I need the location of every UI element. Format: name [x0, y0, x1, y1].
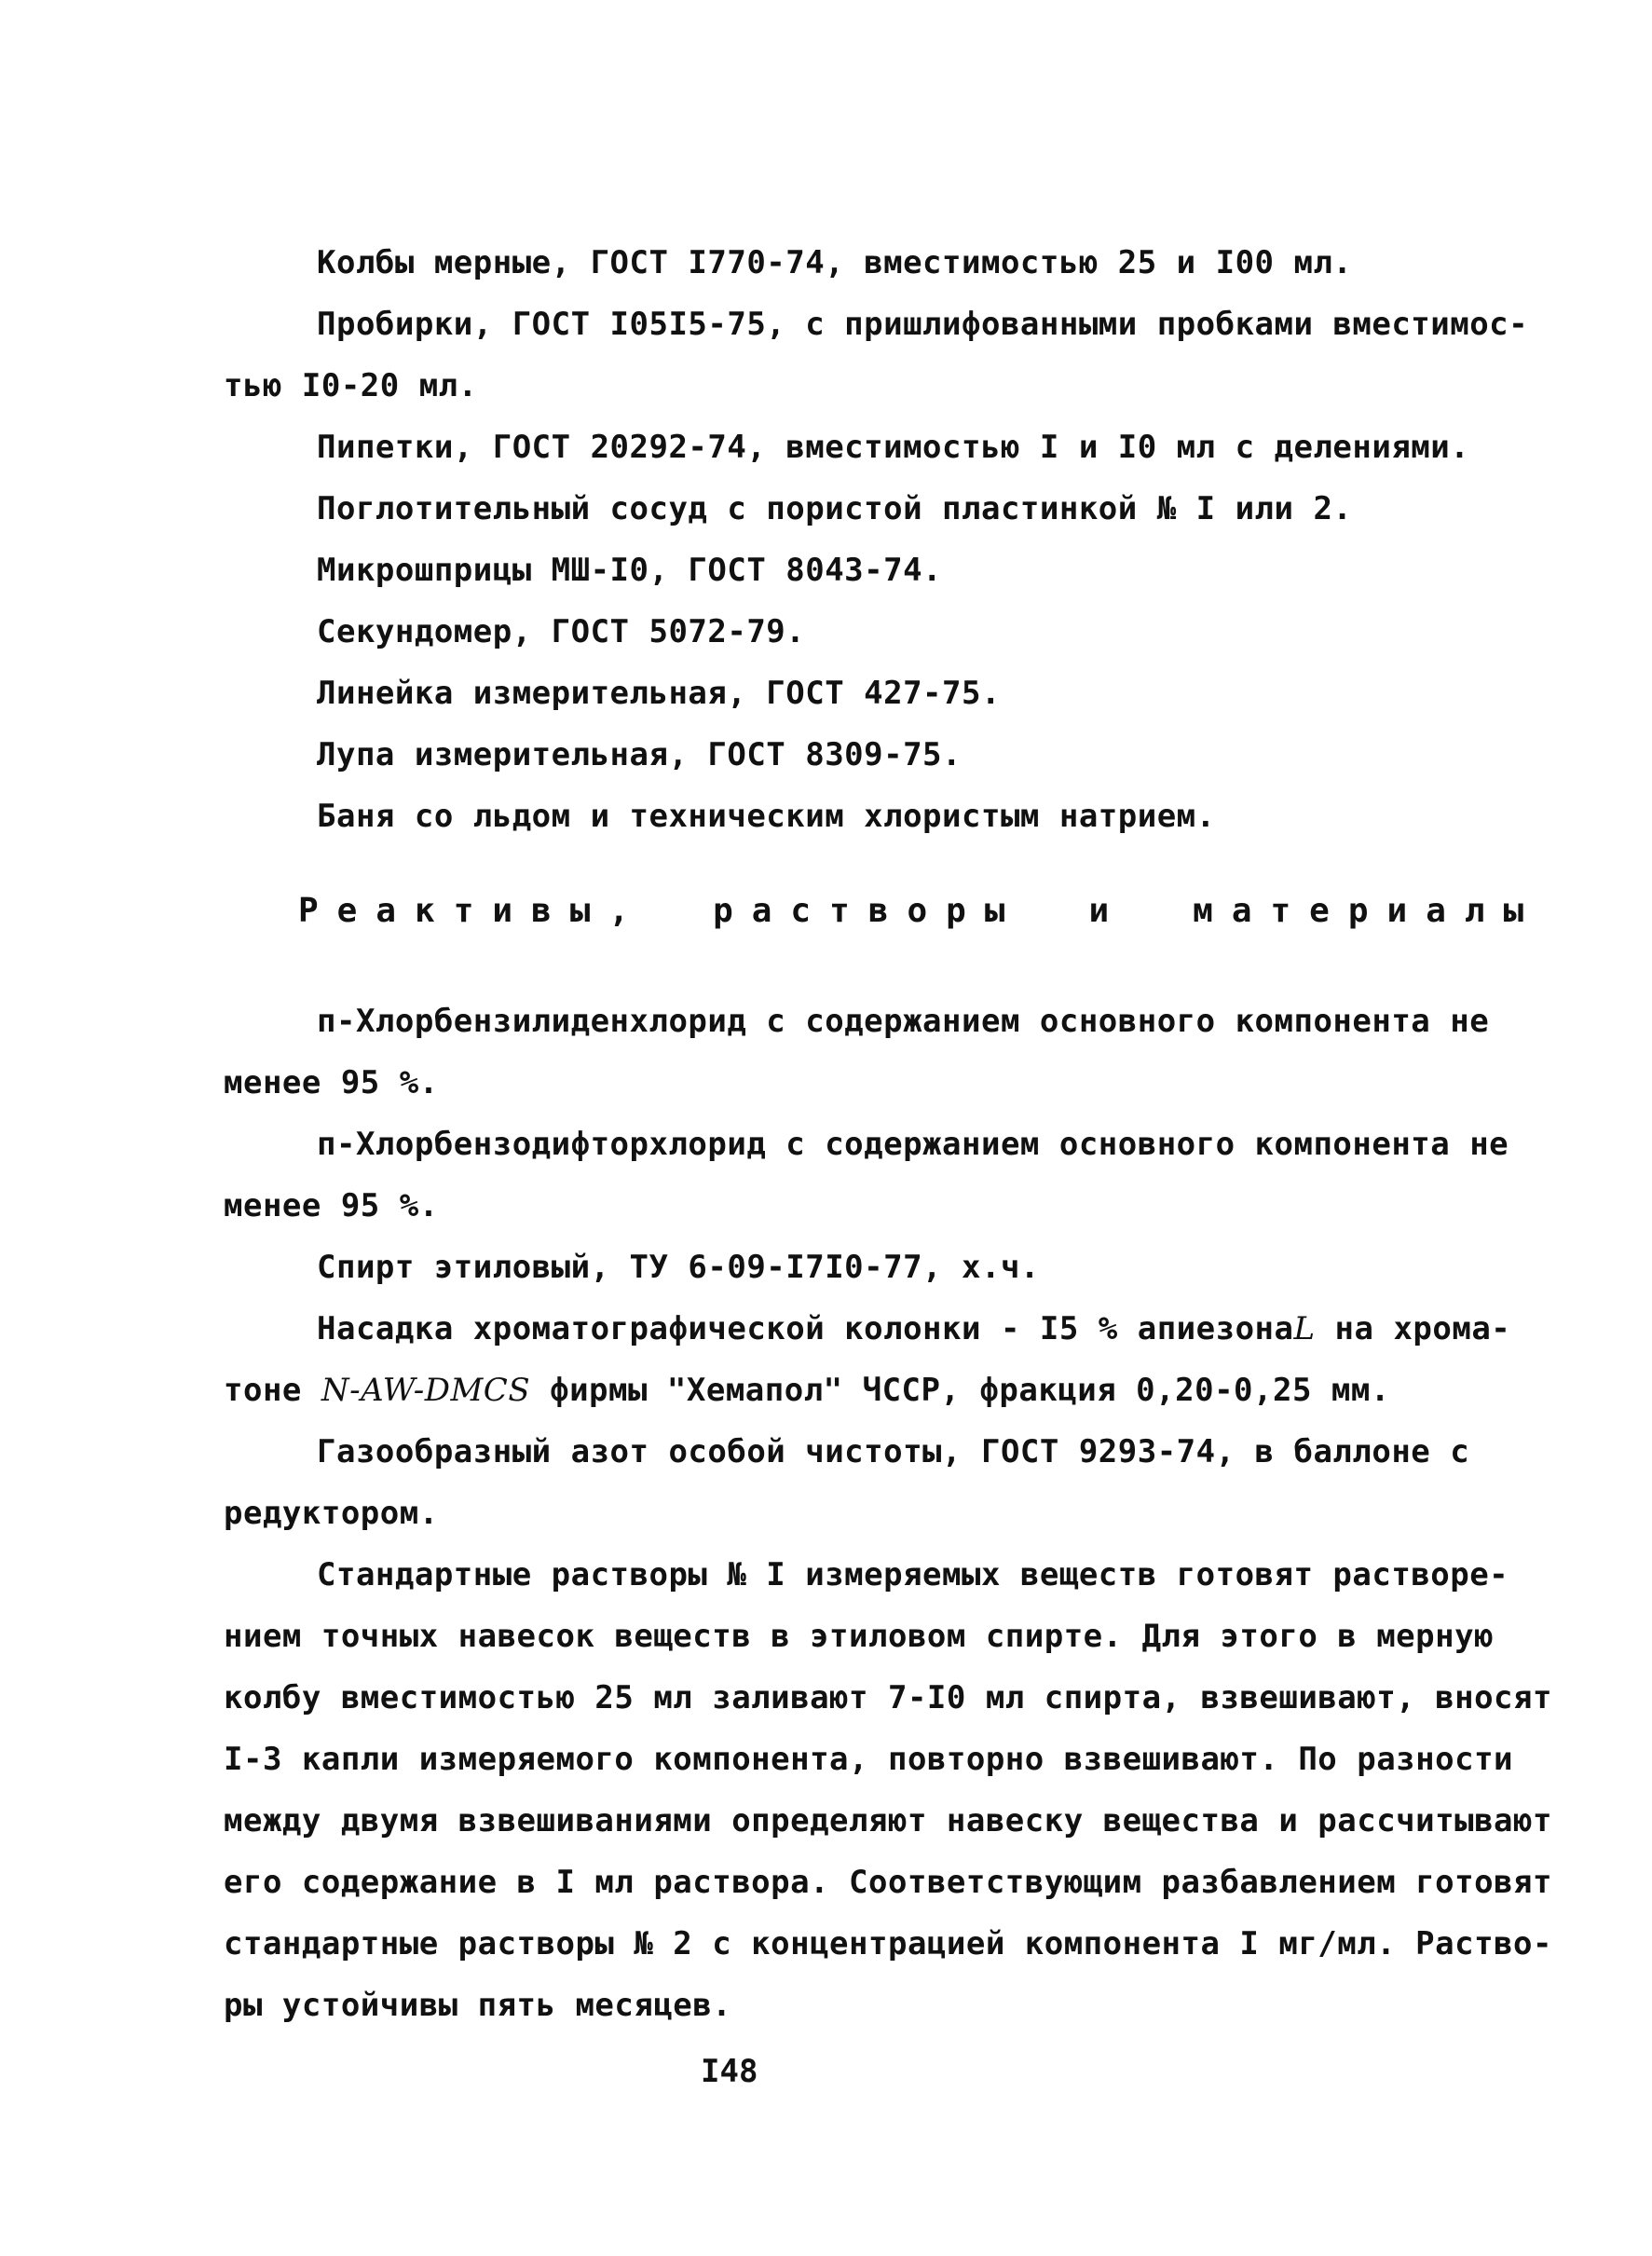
- equipment-line-stopwatch: Секундомер, ГОСТ 5072-79.: [317, 613, 806, 650]
- standards-line-5: между двумя взвешиваниями определяют навеску вещества и рассчитывают: [224, 1802, 1552, 1839]
- reagent-line-column-packing-cont: [224, 1372, 1390, 1409]
- equipment-line-absorber: Поглотительный сосуд с пористой пластинкой № I или 2.: [317, 490, 1353, 527]
- standards-line-6: его содержание в I мл раствора. Соответствующим разбавлением готовят: [224, 1864, 1552, 1901]
- reagent-line-chlorobenzodifluoro: п-Хлорбензодифторхлорид с содержанием основного компонента не: [317, 1126, 1509, 1163]
- reagent-line-nitrogen-cont: редуктором.: [224, 1495, 439, 1532]
- reagent-line-column-packing: [317, 1310, 1510, 1347]
- column-packing-text: Насадка хроматографической колонки - I5 % апиезона: [317, 1310, 1294, 1347]
- reagent-line-chlorobenzylidene: п-Хлорбензилиденхлорид с содержанием основного компонента не: [317, 1003, 1490, 1040]
- standards-line-4: I-3 капли измеряемого компонента, повторно взвешивают. По разности: [224, 1741, 1514, 1778]
- equipment-line-flasks: Колбы мерные, ГОСТ I770-74, вместимостью 25 и I00 мл.: [317, 244, 1353, 281]
- equipment-line-ruler: Линейка измерительная, ГОСТ 427-75.: [317, 675, 1001, 712]
- standards-line-7: стандартные растворы № 2 с концентрацией компонента I мг/мл. Раство-: [224, 1925, 1552, 1962]
- equipment-line-microsyringes: Микрошприцы МШ-I0, ГОСТ 8043-74.: [317, 552, 943, 589]
- standards-line-8: ры устойчивы пять месяцев.: [224, 1987, 732, 2024]
- equipment-line-ice-bath: Баня со льдом и техническим хлористым натрием.: [317, 798, 1216, 835]
- equipment-line-test-tubes-cont: тью I0-20 мл.: [224, 367, 478, 404]
- page-number: I48: [701, 2053, 758, 2090]
- heading-word-1: Реактивы,: [298, 892, 649, 930]
- heading-word-2: растворы: [713, 892, 1024, 930]
- heading-word-3: и: [1088, 892, 1128, 930]
- handwritten-apiezon-grade: L: [1293, 1310, 1316, 1347]
- handwritten-chromaton-grade: N-AW-DMCS: [321, 1372, 531, 1409]
- standards-line-3: колбу вместимостью 25 мл заливают 7-I0 мл спирта, взвешивают, вносят: [224, 1679, 1552, 1716]
- reagent-line-chlorobenzodifluoro-cont: менее 95 %.: [224, 1187, 439, 1224]
- reagent-line-chlorobenzylidene-cont: менее 95 %.: [224, 1064, 439, 1101]
- section-heading: [298, 891, 1543, 932]
- column-packing-cont-start: тоне: [224, 1372, 321, 1409]
- column-packing-text-end: на хрома-: [1315, 1310, 1511, 1347]
- column-packing-cont-end: фирмы "Хемапол" ЧССР, фракция 0,20-0,25 мм.: [530, 1372, 1390, 1409]
- heading-word-4: материалы: [1193, 892, 1543, 930]
- reagent-line-ethanol: Спирт этиловый, ТУ 6-09-I7I0-77, х.ч.: [317, 1249, 1040, 1286]
- equipment-line-magnifier: Лупа измерительная, ГОСТ 8309-75.: [317, 736, 963, 773]
- standards-line-2: нием точных навесок веществ в этиловом спирте. Для этого в мерную: [224, 1618, 1495, 1655]
- standards-line-1: Стандартные растворы № I измеряемых веществ готовят растворе-: [317, 1556, 1509, 1593]
- equipment-line-test-tubes: Пробирки, ГОСТ I05I5-75, с пришлифованными пробками вместимос-: [317, 306, 1529, 343]
- equipment-line-pipettes: Пипетки, ГОСТ 20292-74, вместимостью I и I0 мл с делениями.: [317, 429, 1470, 466]
- reagent-line-nitrogen: Газообразный азот особой чистоты, ГОСТ 9293-74, в баллоне с: [317, 1433, 1470, 1470]
